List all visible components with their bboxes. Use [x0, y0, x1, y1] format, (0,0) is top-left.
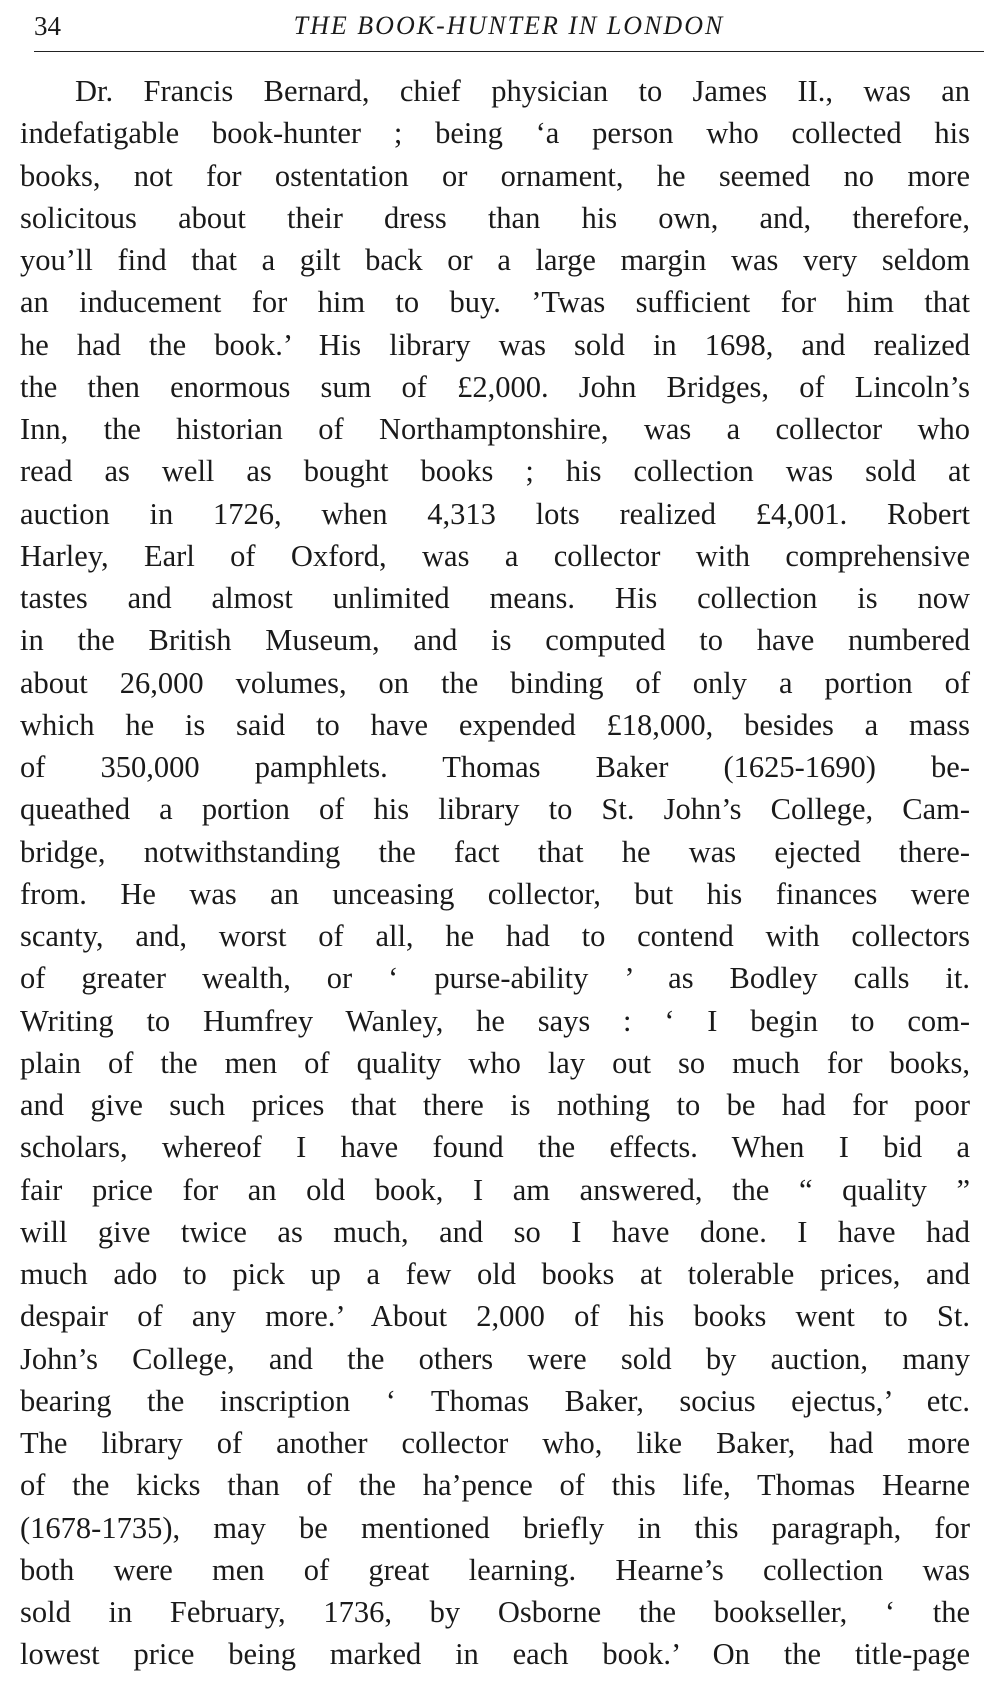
text-line: Writing to Humfrey Wanley, he says : ‘ I begin to com-: [20, 1003, 970, 1038]
text-line: you’ll find that a gilt back or a large margin was very seldom: [20, 243, 970, 277]
body-paragraph: [20, 70, 970, 1676]
text-line: solicitous about their dress than his own, and, therefore,: [20, 200, 970, 235]
text-line: Inn, the historian of Northamptonshire, was a collector who: [20, 412, 970, 446]
text-line: the then enormous sum of £2,000. John Bridges, of Lincoln’s: [20, 369, 970, 404]
text-line: much ado to pick up a few old books at tolerable prices, and: [20, 1257, 970, 1291]
text-line: which he is said to have expended £18,000, besides a mass: [20, 707, 970, 742]
text-line: books, not for ostentation or ornament, he seemed no more: [20, 158, 970, 193]
text-line: lowest price being marked in each book.’ On the title-page: [20, 1637, 970, 1672]
header-rule: [34, 51, 984, 52]
text-line: queathed a portion of his library to St. John’s College, Cam-: [20, 792, 970, 827]
text-line: read as well as bought books ; his collection was sold at: [20, 454, 970, 489]
text-line: plain of the men of quality who lay out so much for books,: [20, 1045, 970, 1080]
text-line: from. He was an unceasing collector, but his finances were: [20, 876, 970, 911]
running-head: THE BOOK-HUNTER IN LONDON: [293, 11, 725, 40]
text-line: of the kicks than of the ha’pence of this life, Thomas Hearne: [20, 1468, 970, 1503]
text-line: bearing the inscription ‘ Thomas Baker, socius ejectus,’ etc.: [20, 1383, 970, 1418]
text-line: sold in February, 1736, by Osborne the bookseller, ‘ the: [20, 1595, 970, 1629]
text-line: and give such prices that there is nothing to be had for poor: [20, 1088, 970, 1122]
text-line: auction in 1726, when 4,313 lots realized £4,001. Robert: [20, 496, 970, 531]
text-line: (1678-1735), may be mentioned briefly in this paragraph, for: [20, 1510, 970, 1545]
page-header: [34, 6, 984, 46]
text-line: he had the book.’ His library was sold in 1698, and realized: [20, 327, 970, 362]
text-line: about 26,000 volumes, on the binding of only a portion of: [20, 665, 970, 700]
text-line: scholars, whereof I have found the effects. When I bid a: [20, 1130, 970, 1165]
text-line: bridge, notwithstanding the fact that he was ejected there-: [20, 834, 970, 869]
text-line: tastes and almost unlimited means. His collection is now: [20, 581, 970, 615]
page-number: 34: [34, 11, 61, 41]
text-line: Harley, Earl of Oxford, was a collector with comprehensive: [20, 538, 970, 573]
text-line: scanty, and, worst of all, he had to contend with collectors: [20, 919, 970, 953]
text-line: of 350,000 pamphlets. Thomas Baker (1625-1690) be-: [20, 750, 970, 784]
text-line: both were men of great learning. Hearne’s collection was: [20, 1552, 970, 1587]
text-line: an inducement for him to buy. ’Twas sufficient for him that: [20, 285, 970, 320]
text-line: despair of any more.’ About 2,000 of his books went to St.: [20, 1299, 970, 1334]
text-line: indefatigable book-hunter ; being ‘a person who collected his: [20, 116, 970, 151]
text-line: of greater wealth, or ‘ purse-ability ’ as Bodley calls it.: [20, 961, 970, 996]
text-line: The library of another collector who, like Baker, had more: [20, 1426, 970, 1460]
text-line: in the British Museum, and is computed to have numbered: [20, 623, 970, 658]
text-line: John’s College, and the others were sold by auction, many: [20, 1341, 970, 1376]
text-line: Dr. Francis Bernard, chief physician to James II., was an: [75, 74, 970, 108]
text-line: fair price for an old book, I am answered, the “ quality ”: [20, 1172, 970, 1207]
text-line: will give twice as much, and so I have done. I have had: [20, 1214, 970, 1249]
